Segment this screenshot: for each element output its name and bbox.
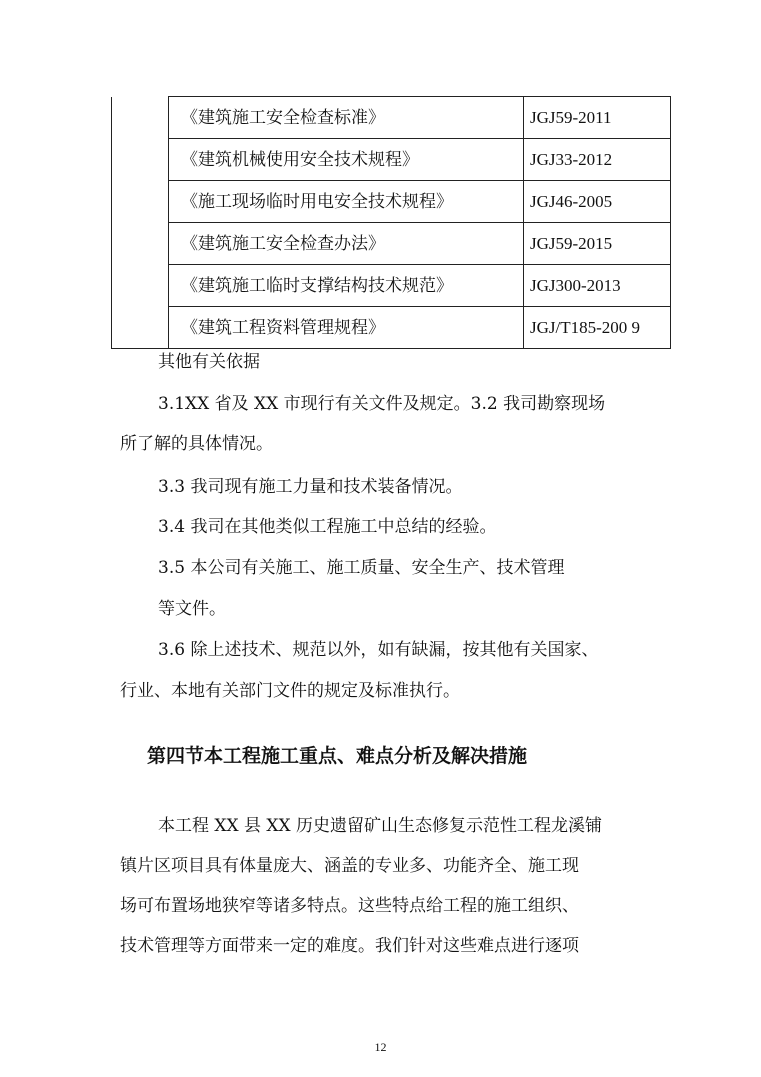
table-row [112,97,671,139]
standard-name-cell: 《建筑机械使用安全技术规程》 [169,139,524,181]
standards-table [111,96,671,349]
table-row [112,139,671,181]
table-row [112,181,671,223]
page-number: 12 [374,1040,387,1054]
body-line: 所了解的具体情况。 [120,434,273,454]
standard-code-cell: JGJ300-2013 [524,265,671,307]
body-line: 3.5 本公司有关施工、施工质量、安全生产、技术管理 [158,558,565,578]
table-row [112,265,671,307]
table-blank-cell [112,223,169,265]
standard-name-cell: 《建筑施工临时支撑结构技术规范》 [169,265,524,307]
standard-name-cell: 《建筑施工安全检查标准》 [169,97,524,139]
table-blank-cell [112,307,169,349]
table-row [112,307,671,349]
body-line: 等文件。 [158,599,226,619]
paragraph-line: 场可布置场地狭窄等诸多特点。这些特点给工程的施工组织、 [120,896,579,916]
body-line: 3.3 我司现有施工力量和技术装备情况。 [158,477,463,497]
table-row [112,223,671,265]
standard-code-cell: JGJ33-2012 [524,139,671,181]
table-blank-cell [112,181,169,223]
standard-name-cell: 《施工现场临时用电安全技术规程》 [169,181,524,223]
standard-name-cell: 《建筑工程资料管理规程》 [169,307,524,349]
table-blank-cell [112,139,169,181]
section-heading: 第四节本工程施工重点、难点分析及解决措施 [147,745,528,767]
paragraph-line: 本工程 XX 县 XX 历史遗留矿山生态修复示范性工程龙溪铺 [158,816,603,836]
table-blank-cell [112,97,169,139]
standard-code-cell: JGJ59-2011 [524,97,671,139]
paragraph-line: 技术管理等方面带来一定的难度。我们针对这些难点进行逐项 [120,936,579,956]
body-line: 3.4 我司在其他类似工程施工中总结的经验。 [158,517,497,537]
body-line: 其他有关依据 [158,352,260,372]
standard-name-cell: 《建筑施工安全检查办法》 [169,223,524,265]
body-line: 3.6 除上述技术、规范以外，如有缺漏，按其他有关国家、 [158,640,599,660]
standard-code-cell: JGJ46-2005 [524,181,671,223]
paragraph-line: 镇片区项目具有体量庞大、涵盖的专业多、功能齐全、施工现 [120,856,579,876]
table-blank-cell [112,265,169,307]
standard-code-cell: JGJ/T185-200 9 [524,307,671,349]
standard-code-cell: JGJ59-2015 [524,223,671,265]
body-line: 3.1XX 省及 XX 市现行有关文件及规定。3.2 我司勘察现场 [158,394,606,414]
body-line: 行业、本地有关部门文件的规定及标准执行。 [120,681,460,701]
